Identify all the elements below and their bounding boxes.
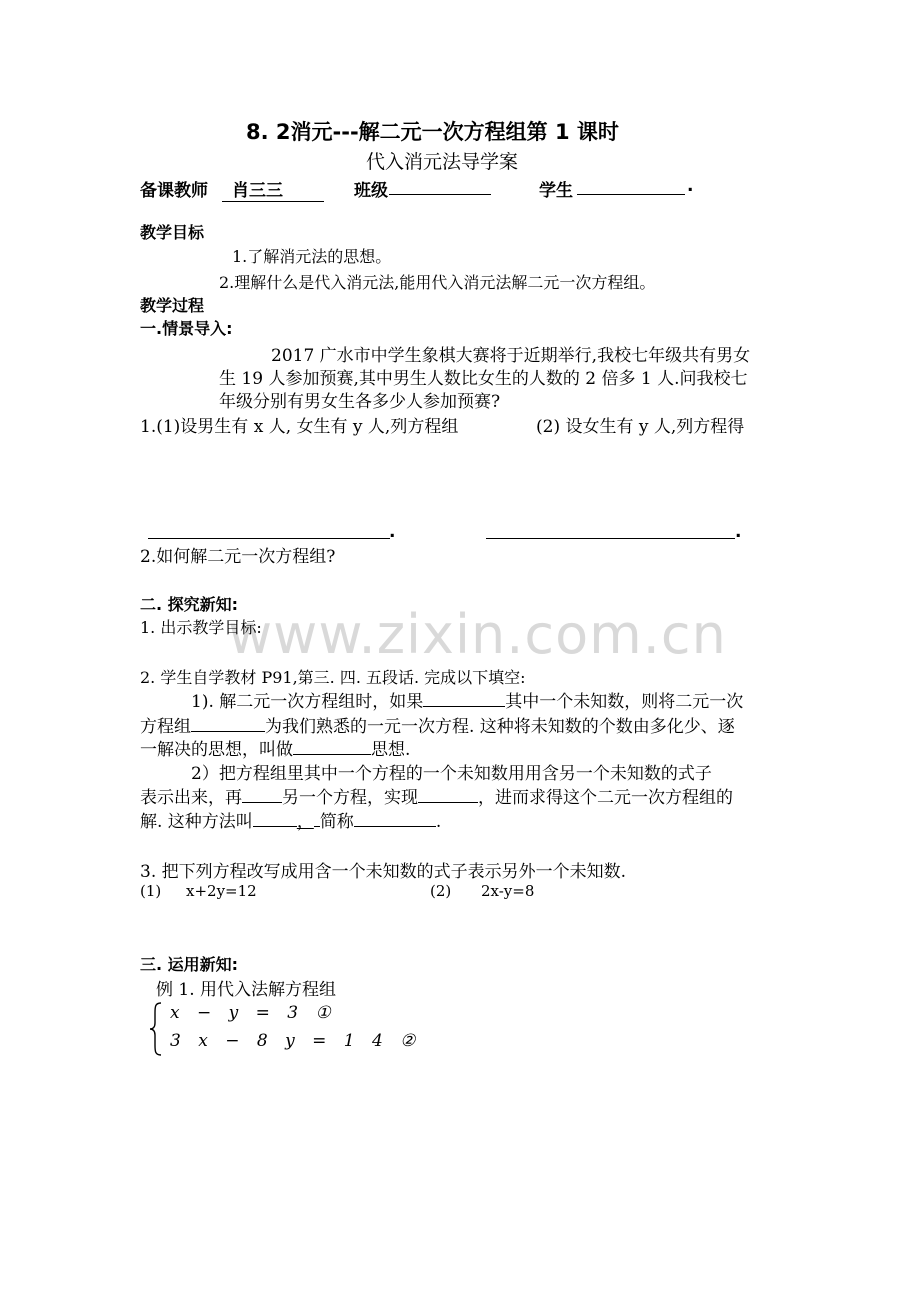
fill-2-line-1: 2）把方程组里其中一个方程的一个未知数用用含另一个未知数的式子 [191, 764, 712, 784]
section2-item-3: 3. 把下列方程改写成用含一个未知数的式子表示另外一个未知数. [140, 862, 627, 882]
fill-1-text-e: 一解决的思想，叫做 [140, 740, 293, 760]
class-blank [389, 194, 491, 195]
section3-heading: 三. 运用新知: [140, 955, 239, 974]
process-heading: 教学过程 [140, 296, 205, 315]
fill-2-text-f: ， [296, 812, 314, 832]
question-2: 2.如何解二元一次方程组? [140, 547, 336, 567]
equation-2: 2x-y=8 [481, 882, 535, 900]
story-line-3: 年级分别有男女生各多少人参加预赛? [219, 392, 501, 412]
answer-blank-1 [148, 538, 390, 539]
student-blank [577, 194, 685, 195]
doc-title: 8. 2消元---解二元一次方程组第 1 课时 [246, 120, 619, 144]
fill-2-text-h: . [435, 812, 442, 832]
fill-2-line-2 [140, 783, 733, 808]
fill-2-text-g: 简称 [319, 812, 354, 832]
fill-2-line-3 [140, 807, 441, 832]
goals-heading: 教学目标 [140, 223, 205, 242]
equation-1-number: (1) [140, 882, 162, 900]
fill-2-blank-1 [242, 786, 282, 803]
equation-1: x+2y=12 [186, 882, 257, 900]
fill-1-line-3 [140, 735, 410, 760]
answer-dot-1: . [389, 522, 396, 542]
fill-2-blank-2 [418, 786, 478, 803]
fill-2-text-d: ，进而求得这个二元一次方程组的 [478, 788, 733, 808]
goal-item-2: 2.理解什么是代入消元法,能用代入消元法解二元一次方程组。 [219, 273, 656, 292]
teacher-name: 肖三三 [222, 176, 324, 202]
fill-1-text-f: 思想. [371, 740, 411, 760]
watermark-text: www.zixin.com.cn [228, 603, 727, 666]
section2-heading: 二. 探究新知: [140, 595, 239, 614]
fill-2-text-c: 另一个方程，实现 [282, 788, 418, 808]
section1-heading: 一.情景导入: [140, 319, 233, 338]
fill-1-line-1 [191, 687, 743, 712]
fill-2-text-b: 表示出来，再 [140, 788, 242, 808]
example-1: 例 1. 用代入法解方程组 [156, 980, 337, 1000]
story-line-2: 生 19 人参加预赛,其中男生人数比女生的人数的 2 倍多 1 人.问我校七 [219, 369, 748, 389]
fill-1-blank-1 [423, 690, 505, 707]
fill-1-text-c: 方程组 [140, 717, 191, 737]
fill-1-text-d: 为我们熟悉的一元一次方程. 这种将未知数的个数由多化少、逐 [265, 717, 735, 737]
system-equation-1: x − y = 3 ① [170, 1003, 337, 1023]
fill-1-text-a: 1). 解二元一次方程组时，如果 [191, 692, 424, 712]
fill-2-blank-5 [354, 810, 436, 827]
question-1a: 1.(1)设男生有 x 人, 女生有 y 人,列方程组 [140, 417, 459, 437]
fill-2-blank-3 [253, 810, 297, 827]
class-label: 班级 [354, 181, 388, 201]
fill-1-line-2 [140, 712, 735, 737]
equation-2-number: (2) [430, 882, 452, 900]
student-label: 学生 [539, 181, 573, 201]
header-period: . [687, 176, 694, 196]
fill-1-blank-3 [293, 738, 371, 755]
fill-1-blank-2 [191, 715, 265, 732]
story-line-1: 2017 广水市中学生象棋大赛将于近期举行,我校七年级共有男女 [271, 346, 751, 366]
doc-subtitle: 代入消元法导学案 [366, 151, 519, 173]
brace-icon [148, 1001, 164, 1057]
answer-blank-2 [486, 538, 735, 539]
teacher-label: 备课教师 [140, 181, 208, 201]
section2-item-2: 2. 学生自学教材 P91,第三. 四. 五段话. 完成以下填空: [140, 668, 526, 687]
fill-1-text-b: 其中一个未知数，则将二元一次 [505, 692, 744, 712]
answer-dot-2: . [735, 522, 742, 542]
section2-item-1: 1. 出示教学目标: [140, 618, 262, 637]
goal-item-1: 1.了解消元法的思想。 [232, 247, 392, 266]
fill-2-text-e: 解. 这种方法叫 [140, 812, 253, 832]
system-equation-2: 3 x − 8 y = 1 4 ② [170, 1031, 422, 1051]
question-1b: (2) 设女生有 y 人,列方程得 [536, 417, 745, 437]
